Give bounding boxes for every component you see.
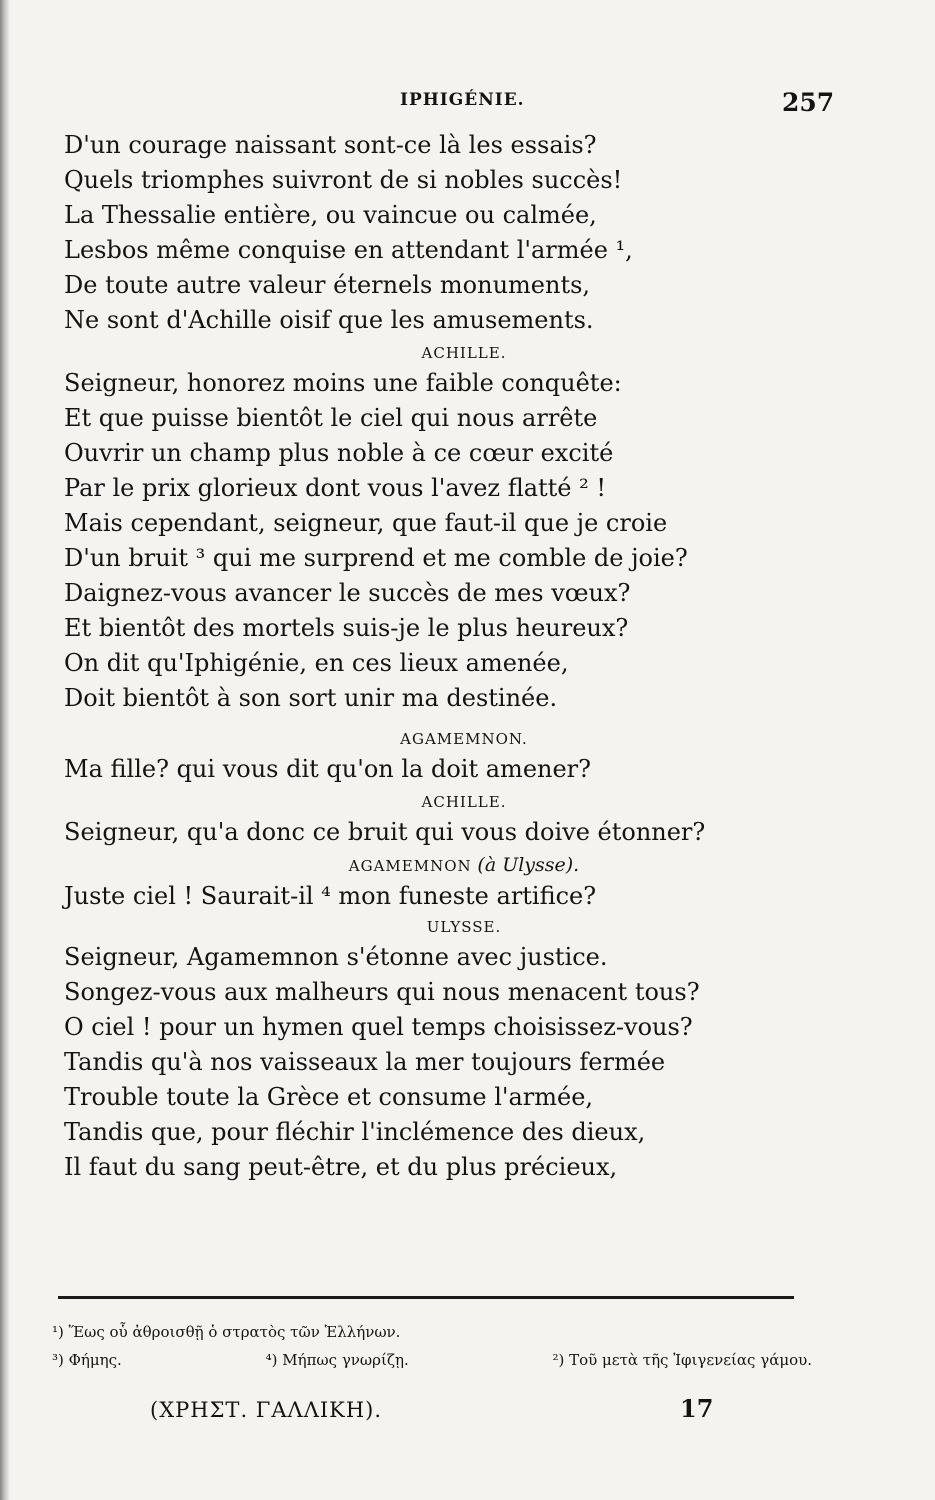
footnote-row xyxy=(52,1346,812,1374)
verse-line: Tandis que, pour fléchir l'inclémence des dieux, xyxy=(64,1118,646,1146)
verse-line: Juste ciel ! Saurait-il ⁴ mon funeste artifice? xyxy=(64,882,597,910)
speaker-agamemnon: AGAMEMNON. xyxy=(400,730,528,748)
speech-5 xyxy=(64,879,824,914)
verse-line: Seigneur, qu'a donc ce bruit qui vous doive étonner? xyxy=(64,818,706,846)
speech-4 xyxy=(64,815,824,850)
verse-line: On dit qu'Iphigénie, en ces lieux amenée, xyxy=(64,649,569,677)
verse-line: Et bientôt des mortels suis-je le plus heureux? xyxy=(64,614,629,642)
verse-line: La Thessalie entière, ou vaincue ou calmée, xyxy=(64,201,597,229)
footnote-1: ¹) Ἕως οὗ ἀθροισθῇ ὁ στρατὸς τῶν Ἑλλήνων. xyxy=(52,1323,401,1341)
verse-line: De toute autre valeur éternels monuments, xyxy=(64,271,591,299)
footnote-2: ²) Τοῦ μετὰ τῆς Ἰφιγενείας γάμου. xyxy=(552,1351,812,1369)
page-number: 257 xyxy=(782,88,835,117)
footnote-row xyxy=(52,1318,832,1346)
footnotes xyxy=(52,1318,832,1374)
printer-signature xyxy=(0,1394,935,1438)
speech-6 xyxy=(64,940,824,1185)
speech-1 xyxy=(64,128,824,338)
play-text xyxy=(64,128,824,1185)
verse-line: D'un courage naissant sont-ce là les essais? xyxy=(64,131,597,159)
verse-line: Ma fille? qui vous dit qu'on la doit amener? xyxy=(64,755,592,783)
speech-3 xyxy=(64,752,824,787)
verse-line: Et que puisse bientôt le ciel qui nous arrête xyxy=(64,404,598,432)
page-spine-shadow xyxy=(0,0,10,1500)
speaker-agamemnon-to-ulysse xyxy=(64,852,824,879)
verse-line: Seigneur, honorez moins une faible conquête: xyxy=(64,369,622,397)
book-title: (ΧΡΗΣΤ. ΓΑΛΛΙΚΗ). xyxy=(150,1398,383,1422)
verse-line: O ciel ! pour un hymen quel temps choisissez-vous? xyxy=(64,1013,693,1041)
footnote-divider xyxy=(58,1296,794,1299)
speech-2 xyxy=(64,366,824,716)
verse-line: Doit bientôt à son sort unir ma destinée. xyxy=(64,684,558,712)
verse-line: D'un bruit ³ qui me surprend et me comble de joie? xyxy=(64,544,688,572)
verse-line: Quels triomphes suivront de si nobles succès! xyxy=(64,166,623,194)
footnote-3: ³) Φήμης. xyxy=(52,1351,122,1369)
speaker-name: AGAMEMNON xyxy=(348,857,472,875)
verse-line: Ne sont d'Achille oisif que les amusements. xyxy=(64,306,594,334)
verse-line: Songez-vous aux malheurs qui nous menacent tous? xyxy=(64,978,700,1006)
verse-line: Ouvrir un champ plus noble à ce cœur excité xyxy=(64,439,614,467)
page-header xyxy=(0,88,935,118)
running-title: IPHIGÉNIE. xyxy=(400,90,525,110)
verse-line: Il faut du sang peut-être, et du plus précieux, xyxy=(64,1153,618,1181)
speaker-achille: ACHILLE. xyxy=(421,793,507,811)
verse-line: Trouble toute la Grèce et consume l'armée, xyxy=(64,1083,594,1111)
verse-line: Seigneur, Agamemnon s'étonne avec justice. xyxy=(64,943,608,971)
footnote-4: ⁴) Μήπως γνωρίζῃ. xyxy=(265,1351,409,1369)
verse-line: Lesbos même conquise en attendant l'armée ¹, xyxy=(64,236,633,264)
verse-line: Par le prix glorieux dont vous l'avez flatté ² ! xyxy=(64,474,607,502)
speaker-achille: ACHILLE. xyxy=(421,344,507,362)
verse-line: Daignez-vous avancer le succès de mes vœux? xyxy=(64,579,631,607)
verse-line: Tandis qu'à nos vaisseaux la mer toujours fermée xyxy=(64,1048,666,1076)
speaker-ulysse: ULYSSE. xyxy=(426,918,502,936)
verse-line: Mais cependant, seigneur, que faut-il que je croie xyxy=(64,509,668,537)
stage-direction: (à Ulysse). xyxy=(477,854,580,876)
signature-mark: 17 xyxy=(680,1394,714,1423)
